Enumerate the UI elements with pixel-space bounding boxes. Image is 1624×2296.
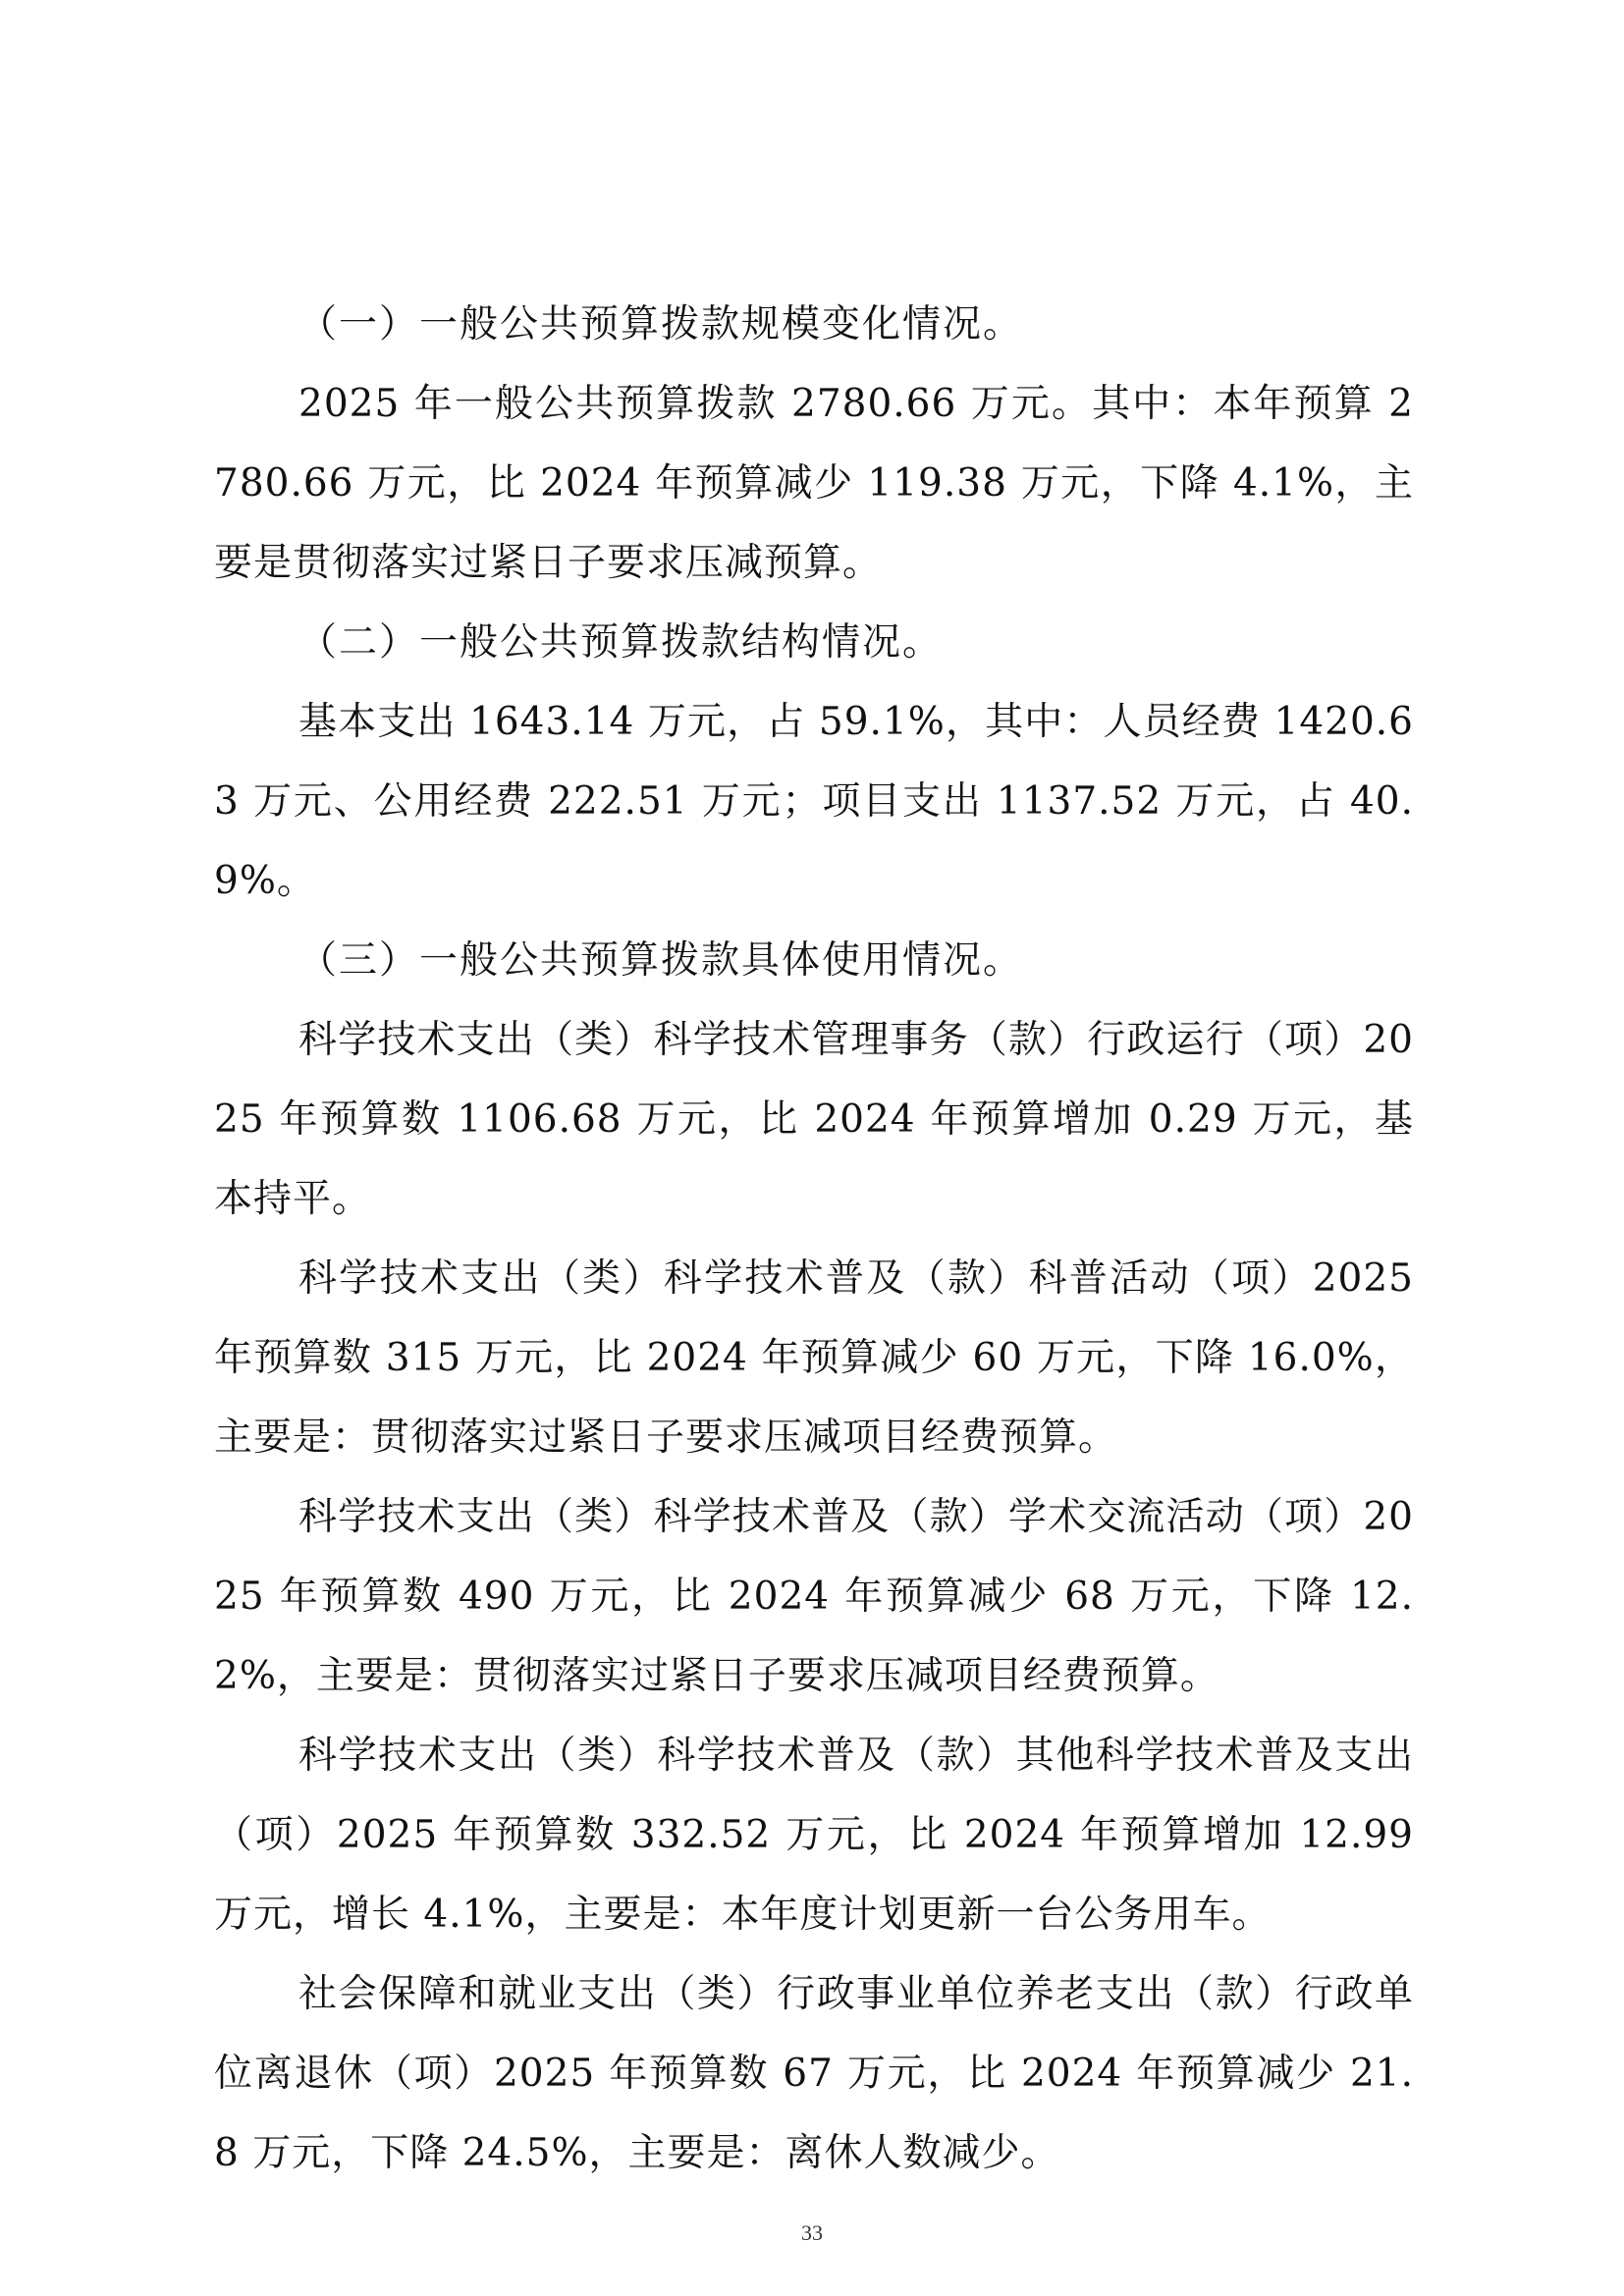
paragraph-budget-structure: 基本支出 1643.14 万元，占 59.1%，其中：人员经费 1420.63 万元、公用经费 222.51 万元；项目支出 1137.52 万元，占 40.9%。: [214, 700, 1414, 903]
section-heading-3: （三）一般公共预算拨款具体使用情况。: [298, 938, 1024, 983]
paragraph-other-popularization: 科学技术支出（类）科学技术普及（款）其他科学技术普及支出（项）2025 年预算数 332.52 万元，比 2024 年预算增加 12.99 万元，增长 4.1%，主要是：本年度计划更新一台公务用车。: [214, 1734, 1414, 1937]
document-page: [214, 285, 1414, 2193]
paragraph-retirement: 社会保障和就业支出（类）行政事业单位养老支出（款）行政单位离退休（项）2025 年预算数 67 万元，比 2024 年预算减少 21.8 万元，下降 24.5%，主要是：离休人数减少。: [214, 1972, 1414, 2175]
paragraph-budget-scale: 2025 年一般公共预算拨款 2780.66 万元。其中：本年预算 2780.66 万元，比 2024 年预算减少 119.38 万元，下降 4.1%，主要是贯彻落实过紧日子要求压减预算。: [214, 382, 1414, 585]
paragraph-academic-exchange: 科学技术支出（类）科学技术普及（款）学术交流活动（项）2025 年预算数 490 万元，比 2024 年预算减少 68 万元，下降 12.2%，主要是：贯彻落实过紧日子要求压减项目经费预算。: [214, 1495, 1414, 1698]
paragraph-admin-operation: 科学技术支出（类）科学技术管理事务（款）行政运行（项）2025 年预算数 1106.68 万元，比 2024 年预算增加 0.29 万元，基本持平。: [214, 1018, 1414, 1221]
section-heading-2: （二）一般公共预算拨款结构情况。: [298, 620, 944, 665]
paragraph-science-popularization: 科学技术支出（类）科学技术普及（款）科普活动（项）2025 年预算数 315 万元，比 2024 年预算减少 60 万元，下降 16.0%，主要是：贯彻落实过紧日子要求压减项目经费预算。: [214, 1256, 1414, 1460]
page-number: 33: [801, 2220, 823, 2245]
section-heading-1: （一）一般公共预算拨款规模变化情况。: [298, 302, 1024, 347]
